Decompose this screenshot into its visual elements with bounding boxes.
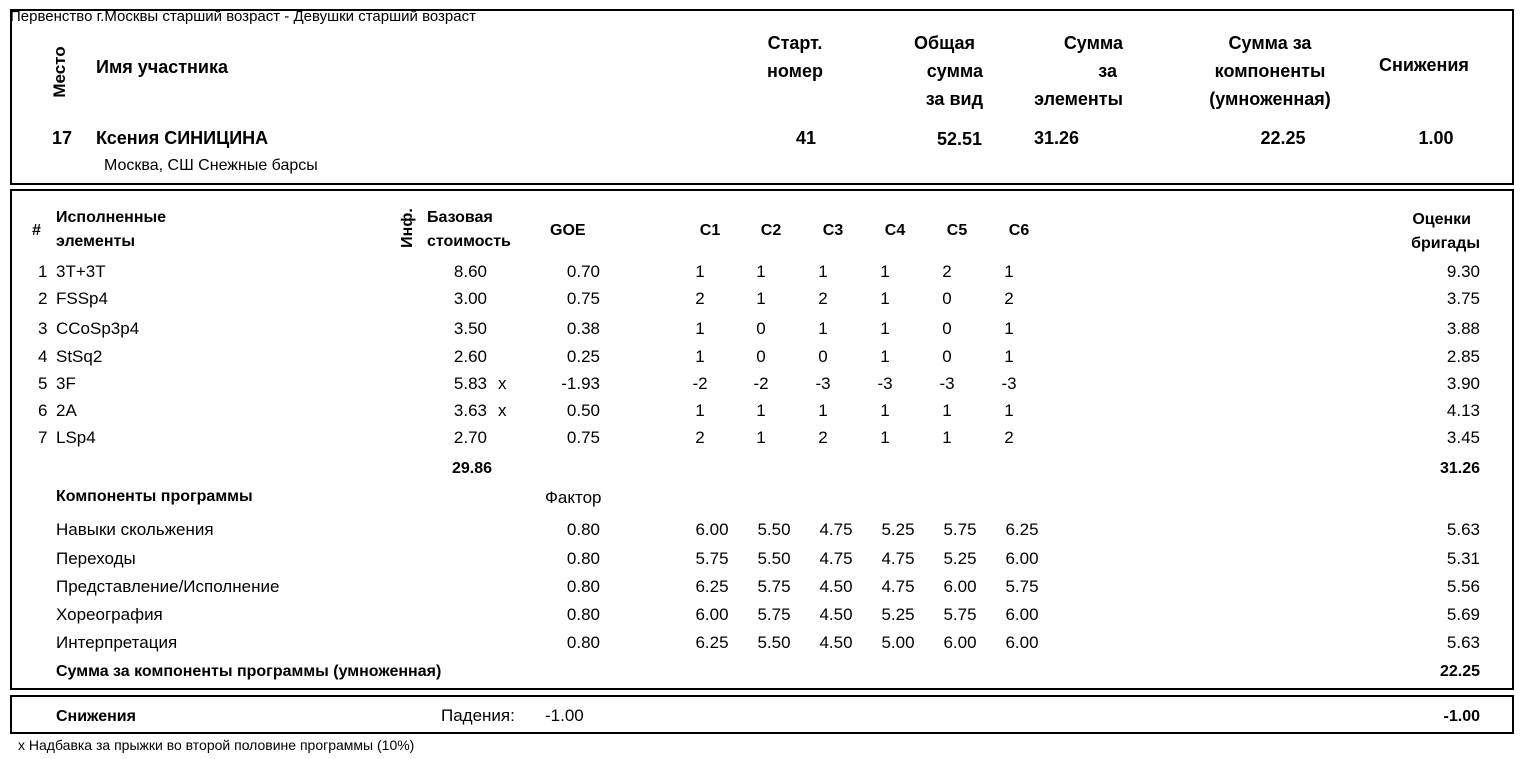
judge-score: 1 xyxy=(695,319,705,338)
element-panel-score: 4.13 xyxy=(1446,401,1480,420)
element-name: LSp4 xyxy=(56,428,96,447)
component-judge-score: 4.75 xyxy=(819,520,853,539)
judge-score: 1 xyxy=(695,347,705,366)
judge-score: 1 xyxy=(756,262,766,281)
judge-score: 1 xyxy=(942,428,952,447)
element-base-value: 3.50 xyxy=(453,319,487,338)
component-name: Навыки скольжения xyxy=(56,520,214,539)
judge-score: 1 xyxy=(695,401,705,420)
element-number: 5 xyxy=(38,374,48,393)
judge-score: 0 xyxy=(756,347,766,366)
component-factor: 0.80 xyxy=(566,605,600,624)
component-judge-score: 4.75 xyxy=(881,549,915,568)
element-base-value: 8.60 xyxy=(453,262,487,281)
element-base-value: 3.00 xyxy=(453,289,487,308)
judge-score: 1 xyxy=(695,262,705,281)
judge-score: -2 xyxy=(692,374,708,393)
judge-score: 2 xyxy=(1004,428,1014,447)
place-label: Место xyxy=(50,46,69,98)
deductions-row-label: Снижения xyxy=(56,708,136,725)
judge-score: 2 xyxy=(818,289,828,308)
skater-elements-score: 31.26 xyxy=(1034,128,1080,148)
component-judge-score: 4.75 xyxy=(881,577,915,596)
falls-value: -1.00 xyxy=(545,706,584,725)
component-panel-score: 5.31 xyxy=(1446,549,1480,568)
component-judge-score: 4.75 xyxy=(819,549,853,568)
judge-score: 1 xyxy=(818,319,828,338)
element-panel-score: 9.30 xyxy=(1446,262,1480,281)
component-judge-score: 5.50 xyxy=(757,520,791,539)
element-number: 2 xyxy=(38,289,48,308)
component-judge-score: 5.50 xyxy=(757,549,791,568)
component-judge-score: 6.00 xyxy=(695,520,729,539)
executed-elements-header: Исполненные элементы xyxy=(56,209,167,250)
judge-score: 0 xyxy=(756,319,766,338)
judge-score: 1 xyxy=(1004,401,1014,420)
element-panel-score: 3.45 xyxy=(1446,428,1480,447)
component-factor: 0.80 xyxy=(566,633,600,652)
component-judge-score: 4.50 xyxy=(819,577,853,596)
components-title: Компоненты программы xyxy=(56,488,253,505)
skater-total: 52.51 xyxy=(936,129,982,149)
component-judge-score: 5.50 xyxy=(757,633,791,652)
judge-score: -2 xyxy=(753,374,769,393)
judge-score: -3 xyxy=(1001,374,1017,393)
deductions-total: -1.00 xyxy=(1443,708,1480,725)
element-goe: 0.75 xyxy=(566,428,600,447)
components-sum-label: Сумма за компоненты (умноженная) xyxy=(1209,33,1331,109)
judge-score: 1 xyxy=(756,428,766,447)
element-panel-score: 3.90 xyxy=(1446,374,1480,393)
judge-score: 2 xyxy=(695,428,705,447)
element-base-value: 3.63 xyxy=(453,401,487,420)
judge-score: 2 xyxy=(942,262,952,281)
component-judge-score: 5.25 xyxy=(943,549,977,568)
component-judge-score: 5.75 xyxy=(757,577,791,596)
component-judge-score: 5.25 xyxy=(881,605,915,624)
base-value-header: Базовая стоимость xyxy=(427,209,511,250)
goe-header: GOE xyxy=(550,222,586,239)
judge-score: 2 xyxy=(695,289,705,308)
component-factor: 0.80 xyxy=(566,577,600,596)
component-factor: 0.80 xyxy=(566,549,600,568)
judge-score: 1 xyxy=(880,347,890,366)
component-judge-score: 6.00 xyxy=(1005,633,1039,652)
judge-score: 1 xyxy=(880,262,890,281)
element-base-value: 2.60 xyxy=(453,347,487,366)
judge-score: 2 xyxy=(818,428,828,447)
component-factor: 0.80 xyxy=(566,520,600,539)
element-goe: 0.25 xyxy=(566,347,600,366)
judge-header: C3 xyxy=(822,222,844,239)
judge-header: C4 xyxy=(884,222,906,239)
component-judge-score: 6.00 xyxy=(943,633,977,652)
judge-score: 1 xyxy=(880,289,890,308)
component-name: Интерпретация xyxy=(56,633,178,652)
component-panel-score: 5.63 xyxy=(1446,633,1480,652)
component-judge-score: 6.00 xyxy=(943,577,977,596)
start-number-label: Старт. номер xyxy=(767,33,823,81)
judge-score: 1 xyxy=(1004,319,1014,338)
judge-score: 1 xyxy=(1004,262,1014,281)
element-number: 7 xyxy=(38,428,48,447)
element-panel-score: 2.85 xyxy=(1446,347,1480,366)
component-judge-score: 6.00 xyxy=(695,605,729,624)
component-judge-score: 6.25 xyxy=(695,633,729,652)
component-judge-score: 5.75 xyxy=(1005,577,1039,596)
components-total-label: Сумма за компоненты программы (умноженная) xyxy=(56,663,442,680)
element-name: StSq2 xyxy=(56,347,103,366)
footnote: x Надбавка за прыжки во второй половине программы (10%) xyxy=(18,737,415,753)
element-number: 1 xyxy=(38,262,48,281)
element-panel-score: 3.75 xyxy=(1446,289,1480,308)
judge-score: 0 xyxy=(818,347,828,366)
component-judge-score: 6.00 xyxy=(1005,549,1039,568)
component-panel-score: 5.69 xyxy=(1446,605,1480,624)
judge-score: 1 xyxy=(756,401,766,420)
component-name: Переходы xyxy=(56,549,136,568)
element-goe: 0.75 xyxy=(566,289,600,308)
component-judge-score: 5.75 xyxy=(943,520,977,539)
info-header: Инф. xyxy=(399,208,416,248)
component-judge-score: 5.75 xyxy=(943,605,977,624)
judge-header: C6 xyxy=(1008,222,1030,239)
judge-header: C2 xyxy=(760,222,782,239)
component-judge-score: 6.00 xyxy=(1005,605,1039,624)
component-judge-score: 5.00 xyxy=(881,633,915,652)
elements-total: 31.26 xyxy=(1439,460,1480,477)
judge-score: 1 xyxy=(756,289,766,308)
element-info: x xyxy=(498,401,507,420)
judge-score: 1 xyxy=(818,262,828,281)
panel-score-header: Оценки бригады xyxy=(1411,211,1480,252)
name-label: Имя участника xyxy=(96,57,229,77)
element-name: 3F xyxy=(56,374,76,393)
num-header: # xyxy=(32,222,41,239)
element-name: FSSp4 xyxy=(56,289,108,308)
element-goe: 0.70 xyxy=(566,262,600,281)
component-judge-score: 4.50 xyxy=(819,633,853,652)
judge-score: 1 xyxy=(1004,347,1014,366)
judge-score: -3 xyxy=(877,374,893,393)
judge-score: -3 xyxy=(815,374,831,393)
element-goe: 0.38 xyxy=(566,319,600,338)
total-label: Общая сумма за вид xyxy=(913,33,983,109)
element-info: x xyxy=(498,374,507,393)
component-name: Представление/Исполнение xyxy=(56,577,280,596)
judge-score: 1 xyxy=(880,319,890,338)
component-name: Хореография xyxy=(56,605,163,624)
component-panel-score: 5.56 xyxy=(1446,577,1480,596)
components-total: 22.25 xyxy=(1439,663,1480,680)
judge-score: 1 xyxy=(942,401,952,420)
element-number: 3 xyxy=(38,319,48,338)
element-goe: 0.50 xyxy=(566,401,600,420)
element-base-value: 5.83 xyxy=(453,374,487,393)
judge-score: 0 xyxy=(942,347,952,366)
factor-label: Фактор xyxy=(545,488,602,507)
component-judge-score: 5.25 xyxy=(881,520,915,539)
element-name: 3T+3T xyxy=(56,262,106,281)
component-judge-score: 5.75 xyxy=(757,605,791,624)
element-goe: -1.93 xyxy=(561,374,600,393)
base-value-total: 29.86 xyxy=(451,460,492,477)
competition-title: Первенство г.Москвы старший возраст - Девушки старший возраст xyxy=(10,8,476,25)
judge-score: 0 xyxy=(942,289,952,308)
judge-score: 0 xyxy=(942,319,952,338)
falls-label: Падения: xyxy=(441,706,515,725)
elements-sum-label: Сумма за элементы xyxy=(1034,33,1123,109)
skater-deductions: 1.00 xyxy=(1418,128,1454,148)
component-judge-score: 5.75 xyxy=(695,549,729,568)
deductions-label: Снижения xyxy=(1379,55,1469,75)
deductions-box xyxy=(10,695,1514,734)
judge-score: 1 xyxy=(880,401,890,420)
skater-club: Москва, СШ Снежные барсы xyxy=(104,157,318,174)
judge-header: C1 xyxy=(699,222,721,239)
skater-components-score: 22.25 xyxy=(1260,128,1306,148)
component-judge-score: 6.25 xyxy=(1005,520,1039,539)
component-judge-score: 6.25 xyxy=(695,577,729,596)
judge-score: -3 xyxy=(939,374,955,393)
judge-header: C5 xyxy=(946,222,968,239)
element-name: CCoSp3p4 xyxy=(56,319,140,338)
skater-name: Ксения СИНИЦИНА xyxy=(96,128,269,148)
component-judge-score: 4.50 xyxy=(819,605,853,624)
element-number: 4 xyxy=(38,347,48,366)
judge-score: 2 xyxy=(1004,289,1014,308)
element-base-value: 2.70 xyxy=(453,428,487,447)
skater-place: 17 xyxy=(52,128,73,148)
component-panel-score: 5.63 xyxy=(1446,520,1480,539)
skater-start-number: 41 xyxy=(795,128,817,148)
element-name: 2A xyxy=(56,401,77,420)
judge-score: 1 xyxy=(818,401,828,420)
element-number: 6 xyxy=(38,401,48,420)
judge-score: 1 xyxy=(880,428,890,447)
element-panel-score: 3.88 xyxy=(1446,319,1480,338)
